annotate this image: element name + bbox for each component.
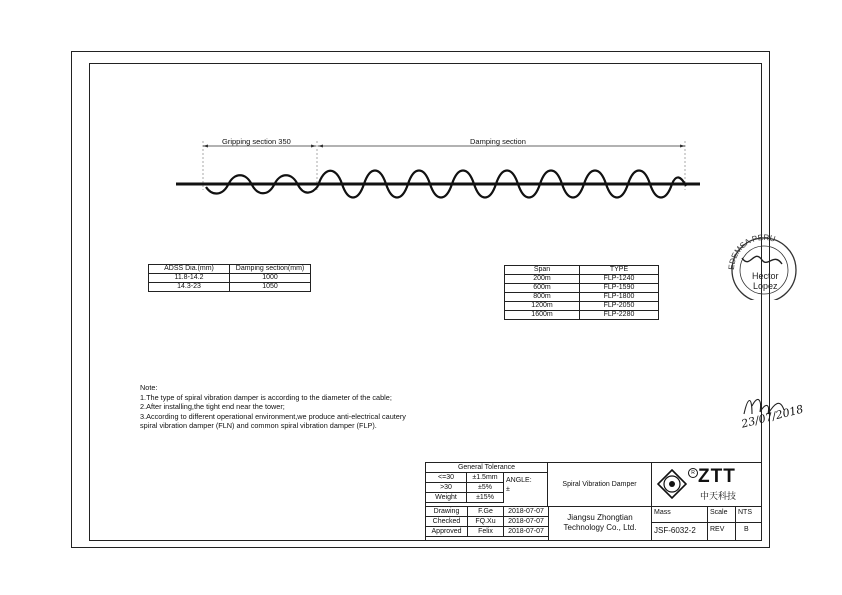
table-cell: FQ.Xu [468, 517, 504, 527]
span-table [504, 265, 659, 320]
scale-label: Scale [708, 506, 736, 523]
table-cell: 2018-07-07 [504, 507, 549, 517]
angle-field [506, 476, 532, 494]
company-logo [652, 463, 762, 506]
table-cell: FLP-2280 [580, 311, 659, 320]
table-cell: FLP-2050 [580, 302, 659, 311]
product-name: Spiral Vibration Damper [548, 463, 652, 506]
company-line: Technology Co., Ltd. [563, 523, 637, 532]
general-tolerance-label: General Tolerance [426, 463, 547, 473]
rev-value: B [744, 526, 749, 533]
notes-block [140, 383, 406, 431]
tolerance-table [425, 472, 504, 503]
table-cell: Checked [426, 517, 468, 527]
company-name [548, 506, 652, 541]
note-line: 2.After installing,the tight end near the tower; [140, 402, 285, 412]
table-cell: 1050 [230, 283, 311, 292]
table-cell: Drawing [426, 507, 468, 517]
handwritten-date: 23/07/2018 [740, 402, 805, 431]
angle-value: ± [506, 486, 510, 493]
table-cell: 1600m [505, 311, 580, 320]
table-cell: FLP-1590 [580, 284, 659, 293]
note-line: spiral vibration damper (FLN) and common spiral vibration damper (FLP). [140, 421, 377, 431]
table-cell: ±1.5mm [467, 473, 504, 483]
table-row [149, 265, 311, 274]
stamp-name-line: Hector [752, 271, 779, 281]
note-line: 1.The type of spiral vibration damper is according to the diameter of the cable; [140, 392, 392, 402]
brand-chinese-name: 中天科技 [700, 492, 737, 502]
rev-label: REV [708, 523, 736, 540]
table-cell: Weight [426, 493, 467, 503]
table-row [426, 517, 549, 527]
company-line: Jiangsu Zhongtian [567, 513, 633, 522]
table-row [149, 283, 311, 292]
table-row [505, 284, 659, 293]
table-cell: 2018-07-07 [504, 527, 549, 537]
table-cell: 14.3-23 [149, 283, 230, 292]
table-row [505, 266, 659, 275]
table-row [505, 275, 659, 284]
adss-table [148, 264, 311, 292]
angle-label: ANGLE: [506, 477, 532, 484]
table-header: Damping section(mm) [230, 265, 311, 274]
title-block [425, 462, 762, 541]
mass-label: Mass [652, 506, 708, 523]
stamp-name [752, 271, 779, 291]
stamp-ring-text: EDEMSA PERU [726, 232, 777, 271]
table-cell: F.Ge [468, 507, 504, 517]
table-cell: FLP-1800 [580, 293, 659, 302]
tolerance-area [426, 463, 548, 506]
stamp-name-line: Lopez [752, 281, 778, 291]
table-cell: Felix [468, 527, 504, 537]
table-cell: 1200m [505, 302, 580, 311]
table-header: ADSS Dia.(mm) [149, 265, 230, 274]
drawing-number: JSF-6032-2 [652, 523, 708, 540]
table-row [426, 473, 504, 483]
table-row [426, 507, 549, 517]
ztt-diamond-icon [657, 469, 687, 499]
note-line: 3.According to different operational environment,we produce anti-electrical cautery [140, 411, 406, 421]
table-row [505, 311, 659, 320]
table-header: Span [505, 266, 580, 275]
gripping-section-label: Gripping section 350 [222, 137, 291, 146]
table-cell: 11.8-14.2 [149, 274, 230, 283]
table-header: TYPE [580, 266, 659, 275]
damping-section-label: Damping section [470, 137, 526, 146]
table-row [149, 274, 311, 283]
brand-name: ZTT [698, 466, 736, 487]
table-cell: 200m [505, 275, 580, 284]
table-cell: FLP-1240 [580, 275, 659, 284]
notes-title: Note: [140, 383, 158, 392]
scale-value: NTS [736, 506, 761, 523]
table-row [505, 293, 659, 302]
table-cell: 600m [505, 284, 580, 293]
table-row [426, 493, 504, 503]
table-cell: ±5% [467, 483, 504, 493]
table-cell: Approved [426, 527, 468, 537]
table-cell: 1000 [230, 274, 311, 283]
table-row [505, 302, 659, 311]
table-row [426, 483, 504, 493]
table-cell: >30 [426, 483, 467, 493]
table-row [426, 527, 549, 537]
table-cell: 800m [505, 293, 580, 302]
registered-mark-icon: R [688, 468, 698, 478]
table-cell: 2018-07-07 [504, 517, 549, 527]
approval-table [425, 506, 549, 537]
table-cell: ±15% [467, 493, 504, 503]
table-cell: <=30 [426, 473, 467, 483]
